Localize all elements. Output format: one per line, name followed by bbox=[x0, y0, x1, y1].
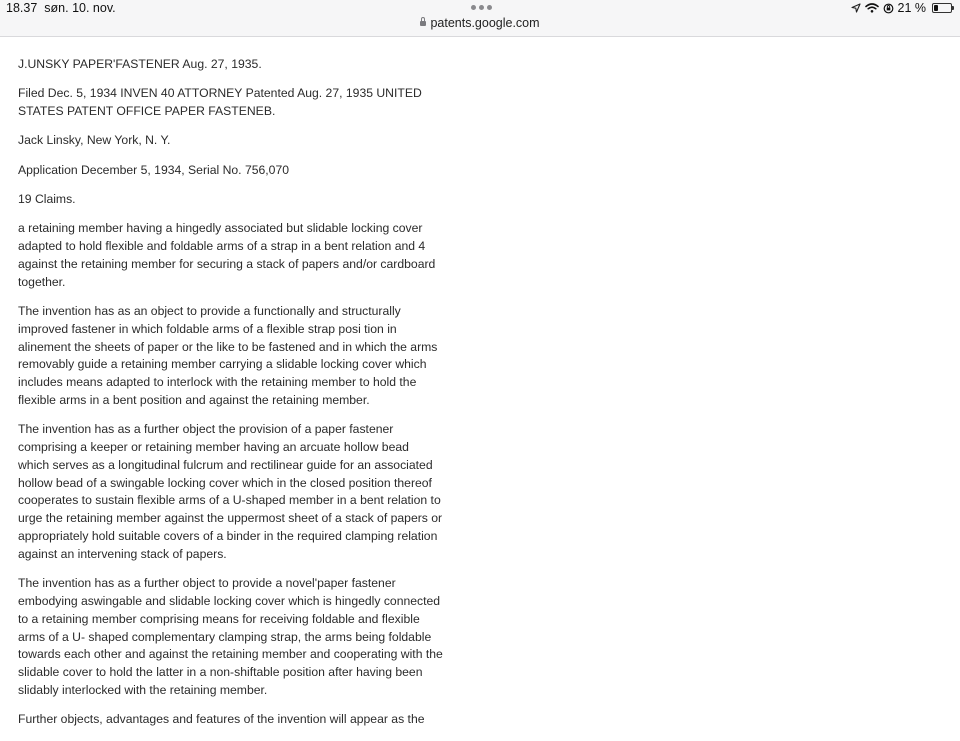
status-time: 18.37 bbox=[6, 1, 38, 15]
status-indicators bbox=[851, 1, 953, 15]
url-text: patents.google.com bbox=[430, 16, 540, 30]
patent-title: J.UNSKY PAPER'FASTENER Aug. 27, 1935. bbox=[18, 57, 262, 71]
wifi-icon bbox=[865, 3, 879, 13]
multitasking-dots-icon[interactable] bbox=[471, 5, 492, 10]
lock-icon bbox=[420, 21, 426, 26]
body-paragraph: The invention has as a further object the provision of a paper fastener comprising a keeper or retaining member having an arcuate hollow bead which serves as a longitudinal fulcrum and rectilinear guide for an associated hollow bead of a swingable locking cover which in the closed position thereof cooperates to sustain flexible arms of a U-shaped member in a bent relation to urge the retaining member against the uppermost sheet of a stack of papers or appropriately hold suitable covers of a binder in the required clamping relation against an intervening stack of papers. bbox=[18, 422, 443, 561]
body-paragraph: a retaining member having a hingedly associated but slidable locking cover adapted to hold flexible and foldable arms of a strap in a bent relation and 4 against the retaining member for securing a stack of papers and/or cardboard together. bbox=[18, 221, 436, 289]
inventor: Jack Linsky, New York, N. Y. bbox=[18, 133, 171, 148]
battery-percent: 21 % bbox=[897, 1, 926, 15]
claims-count: 19 Claims. bbox=[18, 191, 76, 206]
status-time-date bbox=[6, 1, 116, 15]
battery-icon bbox=[932, 3, 952, 13]
body-paragraph: The invention has as an object to provide a functionally and structurally improved fastener in which foldable arms of a flexible strap posi tion in alinement the sheets of paper or the like to be fastened and in which the arms removably guide a retaining member carrying a slidable locking cover which includes means adapted to interlock with the retaining member to hold the flexible arms in a bent position and against the retaining member. bbox=[18, 303, 438, 407]
address-bar[interactable] bbox=[0, 16, 960, 30]
application-info: Application December 5, 1934, Serial No. 756,070 bbox=[18, 162, 289, 177]
body-paragraph: The invention has as a further object to provide a novel'paper fastener embodying aswingable and slidable locking cover which is hingedly connected to a retaining member comprising means for receiving foldable and flexible arms of a U- shaped complementary clamping strap, the arms being foldable towards each other and against the retaining member and cooperating with the slidable cover to hold the latter in a non-shiftable position after having been slidably interlocked with the retaining member. bbox=[18, 576, 443, 697]
browser-status-bar bbox=[0, 0, 960, 37]
orientation-lock-icon bbox=[883, 3, 894, 14]
battery-level-fill bbox=[934, 5, 938, 11]
status-date: søn. 10. nov. bbox=[44, 1, 116, 15]
body-paragraph: Further objects, advantages and features of the invention will appear as the bbox=[18, 712, 425, 727]
location-icon bbox=[851, 3, 861, 13]
patent-text bbox=[18, 56, 443, 741]
filing-info: Filed Dec. 5, 1934 INVEN 40 ATTORNEY Patented Aug. 27, 1935 UNITED STATES PATENT OFFICE PAPER FASTENEB. bbox=[18, 86, 422, 119]
